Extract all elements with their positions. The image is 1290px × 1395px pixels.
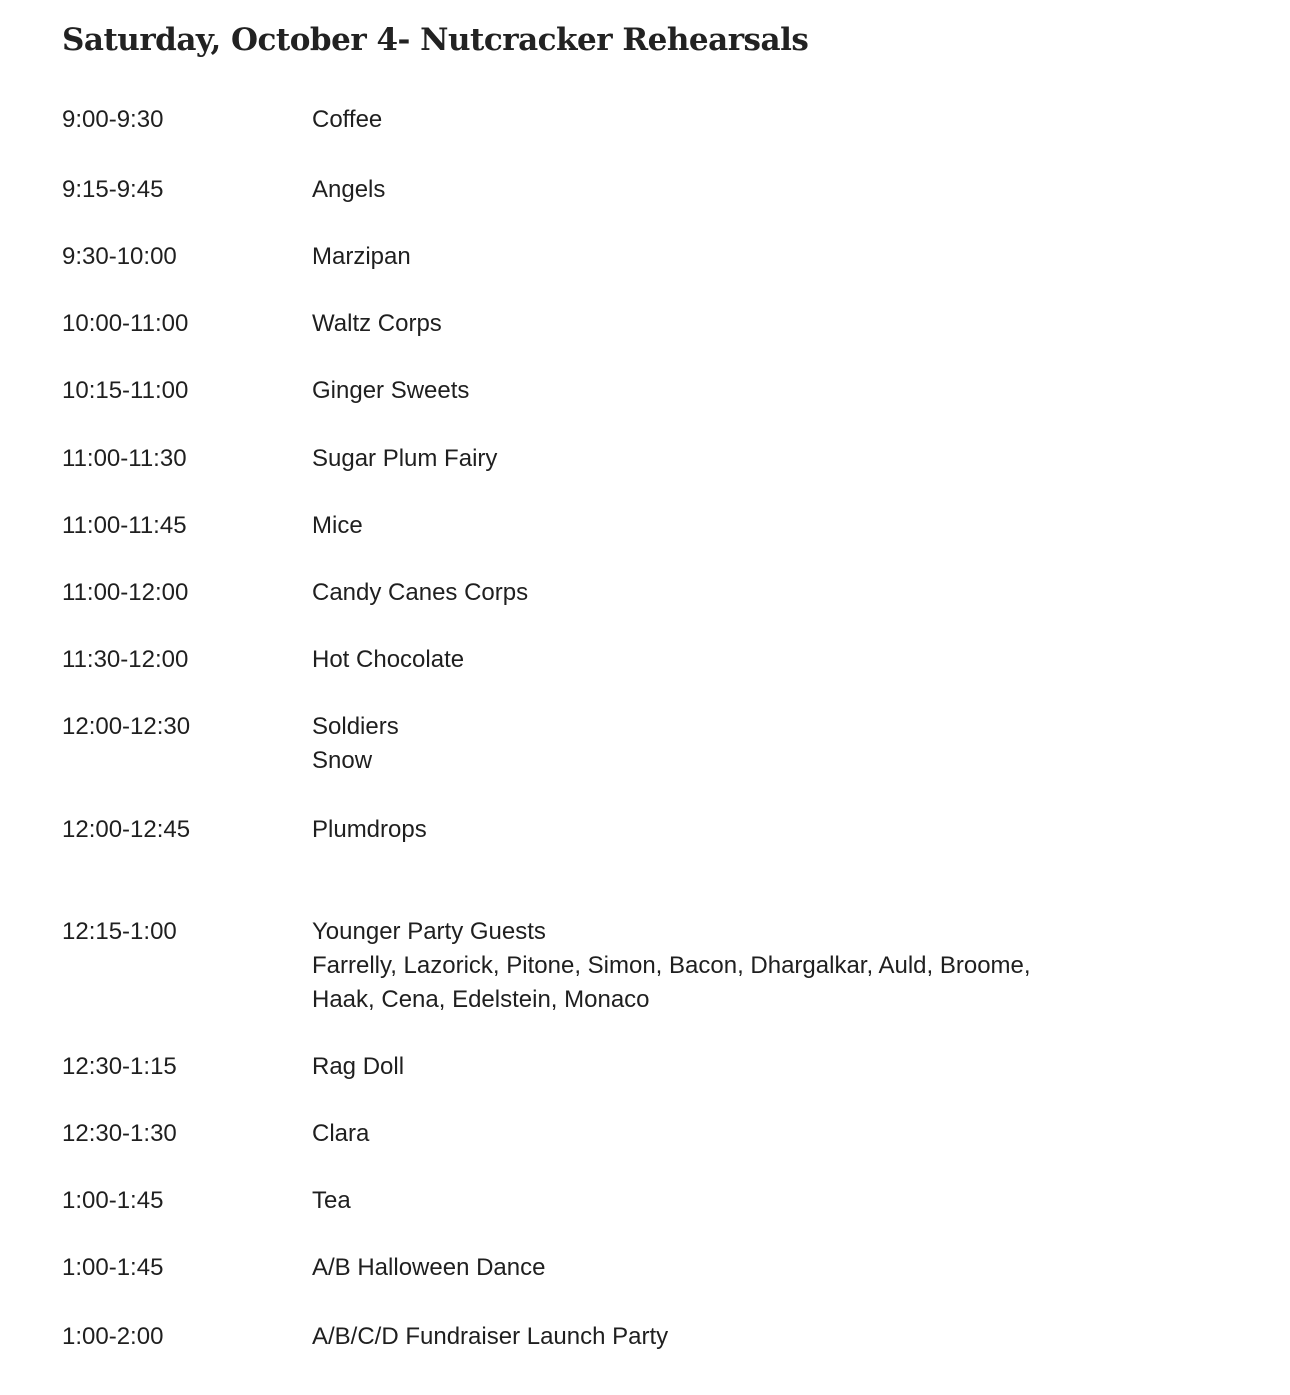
event-name: A/B/C/D Fundraiser Launch Party [312, 1323, 669, 1350]
time-slot: 1:00-1:45 [62, 1254, 164, 1281]
time-slot: 12:00-12:30 [62, 713, 191, 740]
cast-names: Haak, Cena, Edelstein, Monaco [312, 986, 650, 1013]
event-cell [312, 240, 1112, 274]
event-name: Candy Canes Corps [312, 579, 529, 606]
event-name: Waltz Corps [312, 310, 442, 337]
event-name: A/B Halloween Dance [312, 1254, 546, 1281]
time-slot: 9:00-9:30 [62, 106, 164, 133]
event-cell [312, 576, 1112, 610]
event-name: Angels [312, 176, 386, 203]
time-slot: 9:15-9:45 [62, 176, 164, 203]
cast-names: Farrelly, Lazorick, Pitone, Simon, Bacon, Dhargalkar, Auld, Broome, [312, 952, 1031, 979]
time-slot: 12:15-1:00 [62, 918, 177, 945]
event-cell [312, 1320, 1112, 1354]
time-slot: 1:00-2:00 [62, 1323, 164, 1350]
time-slot: 12:30-1:15 [62, 1053, 177, 1080]
event-name: Coffee [312, 106, 383, 133]
event-cell [312, 1050, 1112, 1084]
event-cell [312, 813, 1112, 847]
time-slot: 10:15-11:00 [62, 377, 189, 404]
event-cell [312, 915, 1112, 1017]
page-title: Saturday, October 4- Nutcracker Rehearsals [62, 22, 809, 58]
event-cell [312, 643, 1112, 677]
event-name: Clara [312, 1120, 370, 1147]
event-cell [312, 1184, 1112, 1218]
event-name: Ginger Sweets [312, 377, 470, 404]
time-slot: 11:00-12:00 [62, 579, 189, 606]
event-name: Snow [312, 747, 373, 774]
event-cell [312, 1117, 1112, 1151]
event-cell [312, 307, 1112, 341]
event-cell [312, 509, 1112, 543]
event-name: Marzipan [312, 243, 411, 270]
time-slot: 11:30-12:00 [62, 646, 189, 673]
time-slot: 1:00-1:45 [62, 1187, 164, 1214]
event-cell [312, 710, 1112, 778]
time-slot: 11:00-11:45 [62, 512, 187, 539]
event-cell [312, 173, 1112, 207]
event-name: Younger Party Guests [312, 918, 546, 945]
event-name: Sugar Plum Fairy [312, 445, 498, 472]
event-cell [312, 374, 1112, 408]
time-slot: 12:00-12:45 [62, 816, 191, 843]
event-cell [312, 1251, 1112, 1285]
event-name: Tea [312, 1187, 351, 1214]
time-slot: 10:00-11:00 [62, 310, 189, 337]
event-name: Hot Chocolate [312, 646, 465, 673]
event-cell [312, 103, 1112, 137]
event-name: Plumdrops [312, 816, 427, 843]
time-slot: 12:30-1:30 [62, 1120, 177, 1147]
event-name: Soldiers [312, 713, 399, 740]
time-slot: 11:00-11:30 [62, 445, 187, 472]
event-name: Mice [312, 512, 363, 539]
time-slot: 9:30-10:00 [62, 243, 177, 270]
event-name: Rag Doll [312, 1053, 405, 1080]
event-cell [312, 442, 1112, 476]
